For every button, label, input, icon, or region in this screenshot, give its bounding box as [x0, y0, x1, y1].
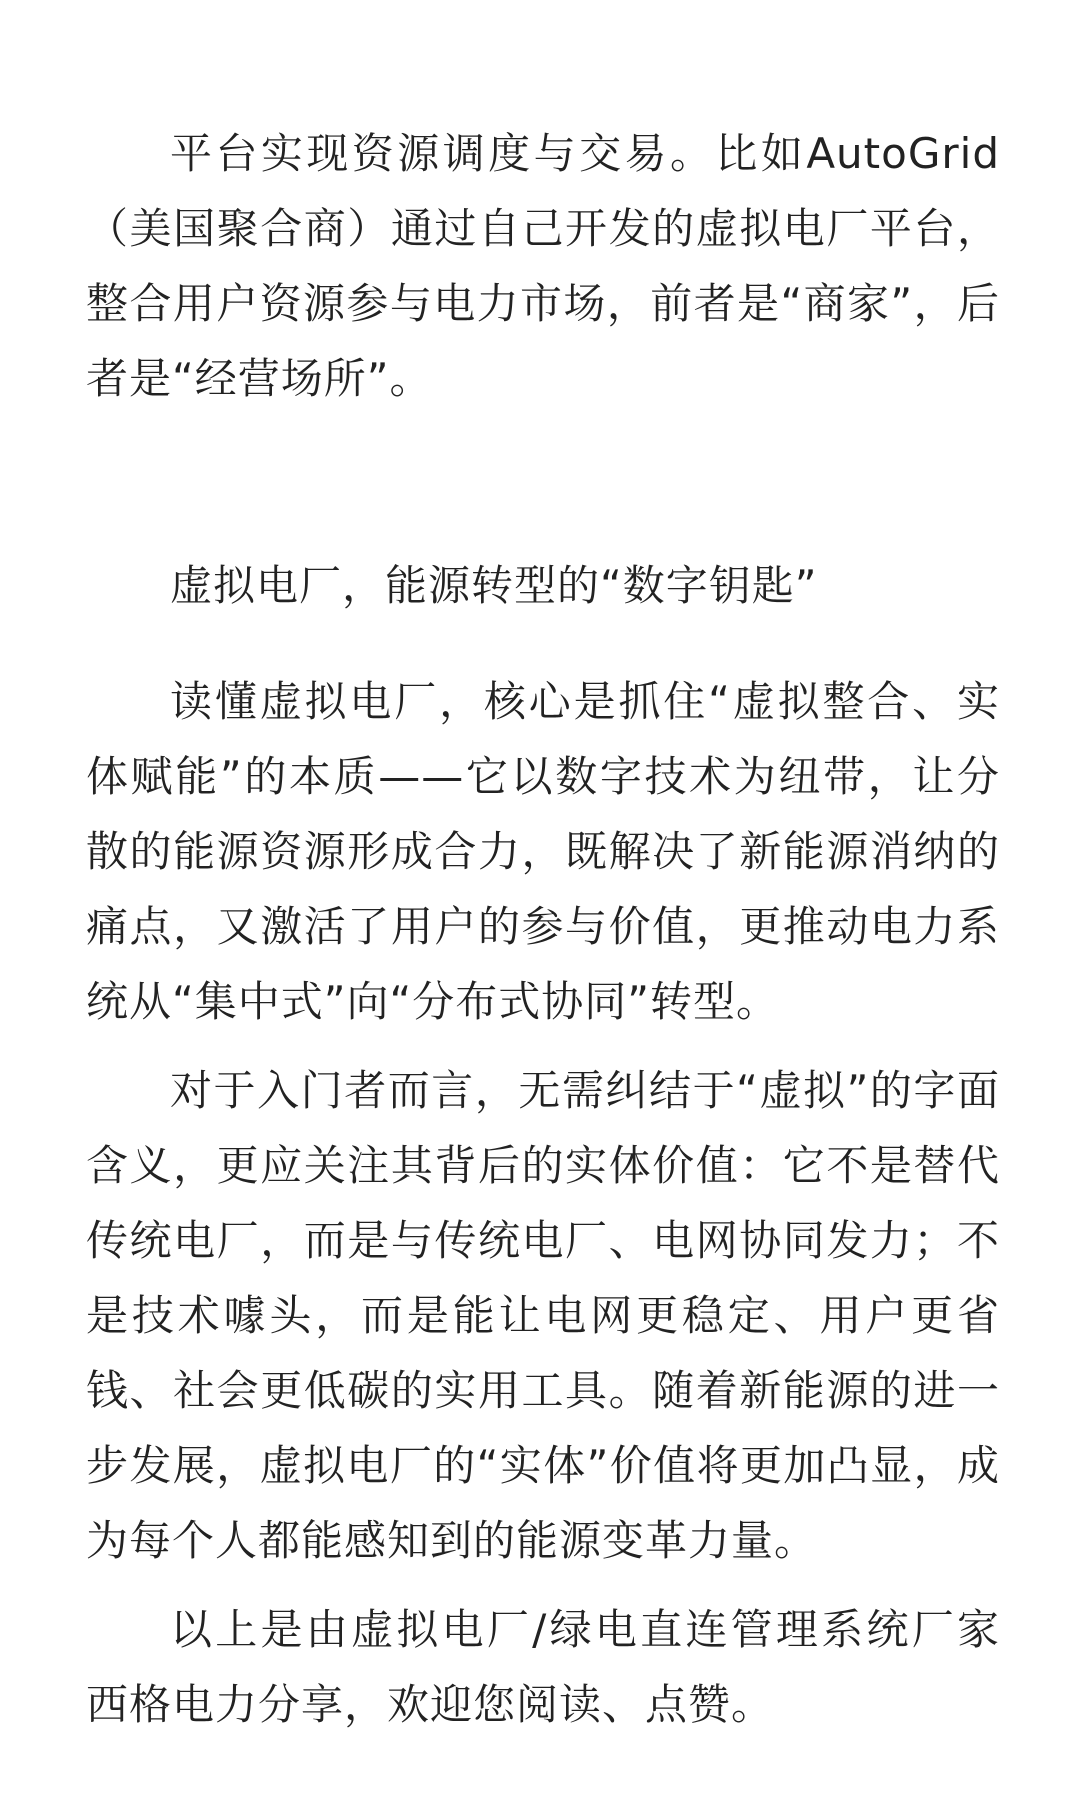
paragraph-value: 对于入门者而言，无需纠结于“虚拟”的字面含义，更应关注其背后的实体价值：它不是替代传统电厂，而是与传统电厂、电网协同发力；不是技术噱头，而是能让电网更稳定、用户更省钱、社会更低碳的实用工具。随着新能源的进一步发展，虚拟电厂的“实体”价值将更加凸显，成为每个人都能感知到的能源变革力量。 [86, 1066, 1000, 1565]
section-heading: 虚拟电厂，能源转型的“数字钥匙” [170, 561, 818, 610]
paragraph-essence: 读懂虚拟电厂，核心是抓住“虚拟整合、实体赋能”的本质——它以数字技术为纽带，让分散的能源资源形成合力，既解决了新能源消纳的痛点，又激活了用户的参与价值，更推动电力系统从“集中式”向“分布式协同”转型。 [86, 677, 1000, 1026]
paragraph-autogrid: 平台实现资源调度与交易。比如AutoGrid（美国聚合商）通过自己开发的虚拟电厂平台，整合用户资源参与电力市场，前者是“商家”，后者是“经营场所”。 [86, 129, 1000, 403]
paragraph-closing: 以上是由虚拟电厂/绿电直连管理系统厂家西格电力分享，欢迎您阅读、点赞。 [86, 1605, 1000, 1729]
